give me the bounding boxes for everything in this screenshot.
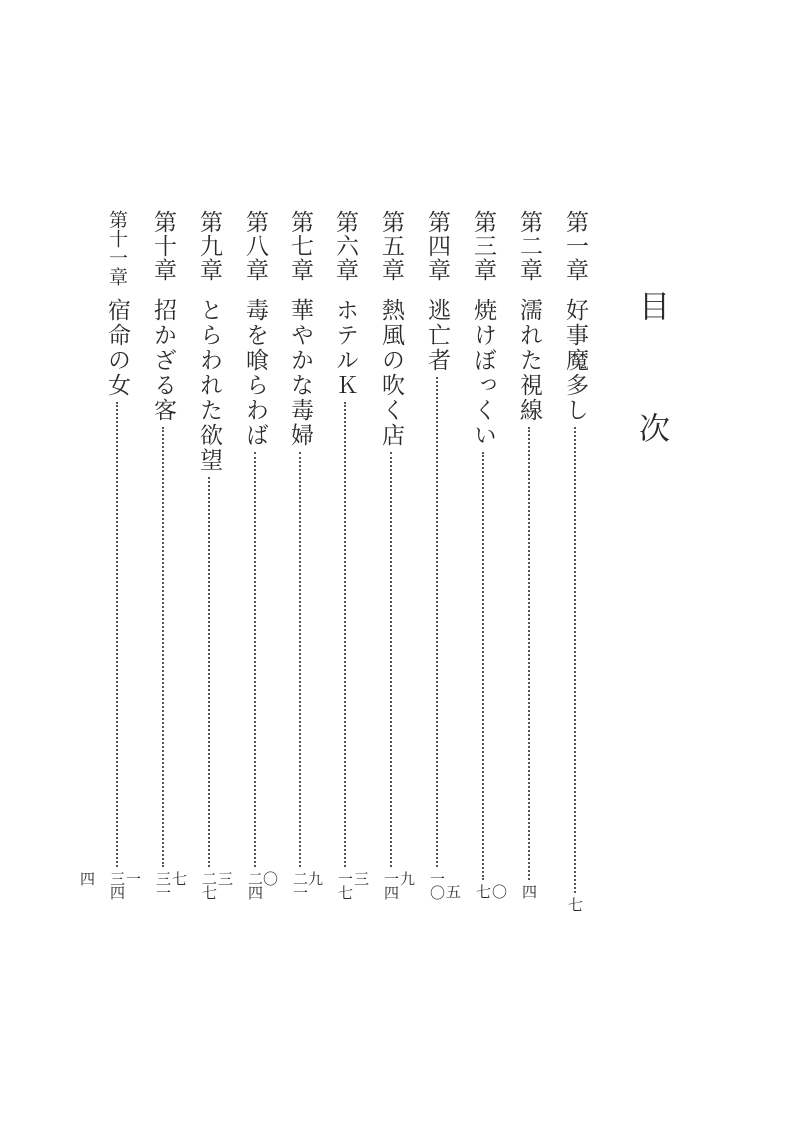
toc-entry — [352, 210, 406, 910]
toc-entry — [490, 210, 544, 910]
chapter-heading: とらわれた欲望 — [196, 298, 222, 473]
chapter-number: 第十章 — [150, 210, 176, 282]
dot-leader — [482, 452, 484, 880]
chapter-number: 第一章 — [562, 210, 588, 282]
page-number: 一四三 — [352, 871, 400, 899]
chapter-heading: 毒を喰らわば — [242, 298, 268, 448]
toc-entry — [398, 210, 452, 910]
dot-leader — [574, 427, 576, 893]
page-number: 二七七 — [170, 871, 218, 899]
chapter-heading: 濡れた視線 — [516, 298, 542, 423]
dot-leader — [116, 402, 118, 867]
toc-entry — [560, 210, 590, 910]
chapter-number: 第三章 — [470, 210, 496, 282]
page-number: 一〇九 — [398, 871, 446, 899]
toc-entry — [170, 210, 224, 910]
chapter-number: 第七章 — [287, 210, 313, 282]
page-number: 七 — [566, 897, 584, 911]
toc-entry — [216, 210, 270, 910]
chapter-heading: 熱風の吹く店 — [378, 298, 404, 448]
chapter-number: 第九章 — [196, 210, 222, 282]
chapter-heading: ホテルＫ — [332, 298, 358, 398]
page-title: 目 次 — [633, 290, 669, 473]
dot-leader — [162, 427, 164, 867]
dot-leader — [254, 452, 256, 867]
chapter-number: 第六章 — [332, 210, 358, 282]
chapter-heading: 宿命の女 — [104, 298, 130, 398]
dot-leader — [528, 427, 530, 880]
dot-leader — [344, 402, 346, 867]
page-number: 四〇 — [490, 884, 538, 898]
chapter-number: 第五章 — [378, 210, 404, 282]
toc-entry — [444, 210, 498, 910]
chapter-number: 第二章 — [516, 210, 542, 282]
page-number: 二四三 — [216, 871, 264, 899]
page-number: 二一〇 — [261, 871, 309, 899]
dot-leader — [208, 477, 210, 867]
dot-leader — [390, 452, 392, 867]
page-number: 三一一 — [124, 871, 172, 899]
chapter-number: 第十一章 — [106, 210, 128, 286]
chapter-heading: 好事魔多し — [562, 298, 588, 423]
chapter-number: 第八章 — [242, 210, 268, 282]
page-number: 三四四 — [78, 871, 126, 899]
dot-leader — [436, 377, 438, 867]
page-number: 一七九 — [306, 871, 354, 899]
toc-entry — [306, 210, 360, 910]
chapter-heading: 華やかな毒婦 — [287, 298, 313, 448]
toc-entry — [261, 210, 315, 910]
dot-leader — [299, 452, 301, 867]
chapter-heading: 招かざる客 — [150, 298, 176, 423]
page-number: 七五 — [444, 884, 492, 898]
chapter-number: 第四章 — [424, 210, 450, 282]
toc-entry — [78, 210, 132, 910]
chapter-heading: 焼けぼっくい — [470, 298, 496, 448]
toc-entry — [124, 210, 178, 910]
chapter-heading: 逃亡者 — [424, 298, 450, 373]
